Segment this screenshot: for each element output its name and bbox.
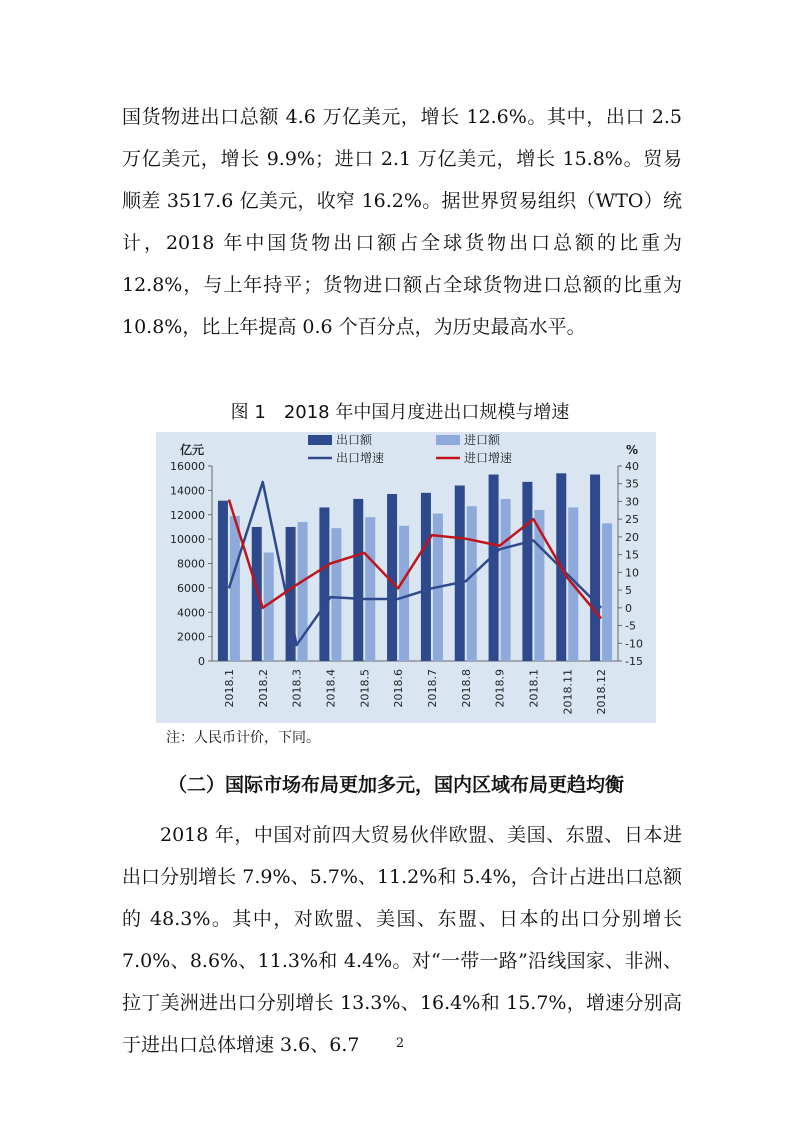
right-tick-label: 25 xyxy=(625,513,639,527)
left-tick-label: 8000 xyxy=(177,557,205,571)
right-tick-label: 15 xyxy=(625,548,639,562)
left-tick-label: 12000 xyxy=(170,508,205,522)
x-tick-label: 2018.3 xyxy=(290,669,304,708)
body-paragraph-top: 国货物进出口总额 4.6 万亿美元，增长 12.6%。其中，出口 2.5 万亿美元，增长 9.9%；进口 2.1 万亿美元，增长 15.8%。贸易顺差 3517.6 亿美元，收窄 16.2%。据世界贸易组织（WTO）统计，2018 年中国货物出口额占全球货物出口总额的比重为 12.8%，与上年持平；货物进口额占全球货物进口总额的比重为 10.8%，比上年提高 0.6 个百分点，为历史最高水平。 xyxy=(122,106,682,338)
right-tick-label: -5 xyxy=(625,619,636,633)
export-bar xyxy=(421,493,431,661)
export-bar xyxy=(252,527,262,661)
right-tick-label: 40 xyxy=(625,460,639,473)
left-axis-unit: 亿元 xyxy=(180,443,205,457)
export-bar xyxy=(489,475,499,661)
right-tick-label: 30 xyxy=(625,495,639,509)
x-tick-label: 2018.1 xyxy=(527,669,541,708)
right-tick-label: 10 xyxy=(625,566,639,580)
left-tick-label: 16000 xyxy=(170,460,205,473)
page-number: 2 xyxy=(395,1036,405,1051)
x-tick-label: 2018.5 xyxy=(358,669,372,708)
x-tick-label: 2018.12 xyxy=(595,669,609,715)
import-bar xyxy=(331,528,341,661)
x-tick-label: 2018.11 xyxy=(561,669,575,715)
import-bar xyxy=(399,526,409,661)
left-tick-label: 14000 xyxy=(170,484,205,498)
import-bar xyxy=(501,499,511,661)
x-tick-label: 2018.8 xyxy=(459,669,473,708)
chart-container xyxy=(156,432,656,723)
x-tick-label: 2018.7 xyxy=(425,669,439,708)
legend-export-swatch xyxy=(308,435,332,445)
x-tick-label: 2018.1 xyxy=(222,669,236,708)
import-bar xyxy=(467,506,477,661)
section-heading: （二）国际市场布局更加多元，国内区域布局更趋均衡 xyxy=(168,774,625,796)
right-tick-label: 0 xyxy=(625,601,632,615)
import-bar xyxy=(602,523,612,661)
left-tick-label: 6000 xyxy=(177,581,205,595)
right-tick-label: 5 xyxy=(625,584,632,598)
left-tick-label: 10000 xyxy=(170,533,205,547)
right-tick-label: -15 xyxy=(625,655,643,668)
legend-export-growth-label: 出口增速 xyxy=(336,451,385,465)
import-bar xyxy=(534,510,544,661)
left-tick-label: 0 xyxy=(198,655,205,668)
export-bar xyxy=(455,486,465,662)
legend-import-growth-label: 进口增速 xyxy=(464,451,513,465)
right-axis-unit: % xyxy=(626,443,639,457)
right-tick-label: -10 xyxy=(625,637,643,651)
import-bar xyxy=(365,517,375,661)
right-tick-label: 35 xyxy=(625,477,639,491)
import-bar xyxy=(230,516,240,661)
export-bar xyxy=(319,507,329,661)
legend-export-label: 出口额 xyxy=(336,433,373,447)
legend-import-swatch xyxy=(436,435,460,445)
figure-note: 注：人民币计价，下同。 xyxy=(166,730,320,746)
x-tick-label: 2018.6 xyxy=(392,669,406,708)
left-tick-label: 4000 xyxy=(177,606,205,620)
x-tick-label: 2018.4 xyxy=(324,669,338,708)
import-growth-line xyxy=(229,500,601,619)
export-bar xyxy=(353,499,363,661)
combo-chart xyxy=(156,432,656,723)
x-tick-label: 2018.9 xyxy=(493,669,507,708)
figure-title: 图 1 2018 年中国月度进出口规模与增速 xyxy=(230,402,570,423)
export-bar xyxy=(590,475,600,661)
export-bar xyxy=(522,482,532,661)
export-bar xyxy=(218,501,228,661)
right-tick-label: 20 xyxy=(625,530,639,544)
left-tick-label: 2000 xyxy=(177,630,205,644)
body-paragraph-bottom: 2018 年，中国对前四大贸易伙伴欧盟、美国、东盟、日本进出口分别增长 7.9%、5.7%、11.2%和 5.4%，合计占进出口总额的 48.3%。其中，对欧盟、美国、东盟、日本的出口分别增长 7.0%、8.6%、11.3%和 4.4%。对“一带一路”沿线国家、非洲、拉丁美洲进出口分别增长 13.3%、16.4%和 15.7%，增速分别高于进出口总体增速 3.6、6.7 xyxy=(122,824,682,1056)
x-tick-label: 2018.2 xyxy=(256,669,270,708)
legend-import-label: 进口额 xyxy=(464,433,501,447)
